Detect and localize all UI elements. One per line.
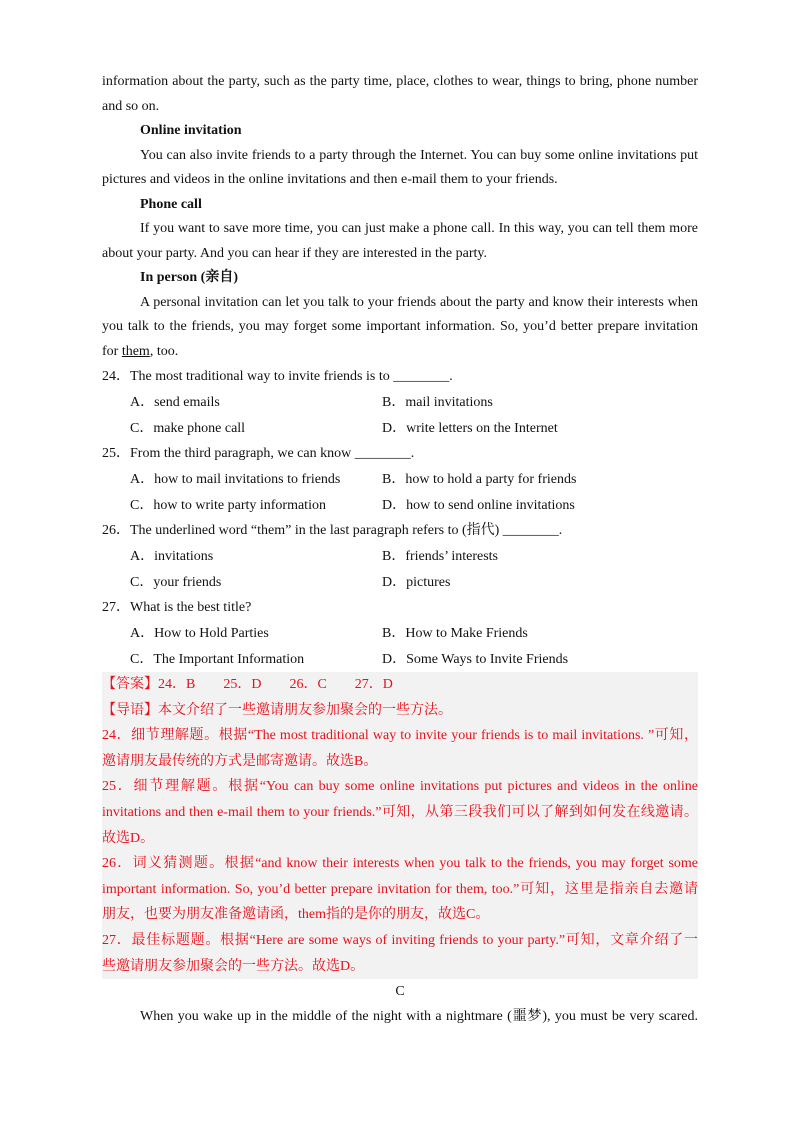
option-row — [102, 544, 698, 570]
answer-line: 朋友，也要为朋友准备邀请函，them指的是你的朋友，故选C。 — [102, 907, 490, 923]
option-c: C．The Important Information — [130, 651, 305, 667]
paragraph-line: When you wake up in the middle of the night with a nightmare (噩梦), you must be very scared. — [140, 1009, 698, 1025]
option-b: B．mail invitations — [382, 395, 493, 410]
section-label: C — [395, 984, 405, 1000]
section-heading-phone: Phone call — [140, 196, 202, 212]
answer-line: 25．细节理解题。根据“You can buy some online invitations put pictures and videos in the online — [102, 779, 698, 795]
option-row — [102, 570, 698, 596]
section-heading-online: Online invitation — [140, 123, 242, 138]
option-row — [102, 390, 698, 416]
option-b: B．how to hold a party for friends — [382, 472, 577, 487]
option-a: A．How to Hold Parties — [130, 626, 269, 641]
answer-line: 27．最佳标题题。根据“Here are some ways of inviting friends to your party.”可知，文章介绍了一 — [102, 932, 698, 948]
text-span: for — [102, 343, 122, 359]
answer-line: important information. So, you’d better prepare invitation for them, too.”可知，这里是指亲自去邀请 — [102, 881, 698, 897]
answer-key: 【答案】24．B 25．D 26．C 27．D — [102, 677, 393, 692]
option-c: C．make phone call — [130, 420, 246, 436]
option-row — [102, 493, 698, 519]
option-b: B．friends’ interests — [382, 549, 498, 564]
option-c: C．your friends — [130, 574, 222, 590]
option-d: D．pictures — [382, 574, 451, 590]
option-a: A．invitations — [130, 549, 214, 564]
answer-line: 些邀请朋友参加聚会的一些方法。故选D。 — [102, 958, 365, 974]
option-d: D．how to send online invitations — [382, 497, 575, 513]
answer-line: invitations and then e-mail them to your friends.”可知，从第三段我们可以了解到如何发在线邀请。 — [102, 804, 698, 820]
section-heading-person: In person (亲自) — [140, 270, 239, 285]
answer-line: 24．细节理解题。根据“The most traditional way to invite your friends is to mail invitations. ”可知， — [102, 728, 698, 744]
question-stem: 24．The most traditional way to invite friends is to ________. — [102, 369, 453, 384]
paragraph-line: information about the party, such as the party time, place, clothes to wear, things to bring, phone number — [102, 74, 698, 89]
option-row — [102, 416, 698, 442]
question-stem: 27．What is the best title? — [102, 600, 252, 615]
option-d: D．Some Ways to Invite Friends — [382, 651, 569, 667]
answer-line: 故选D。 — [102, 830, 155, 846]
paragraph-line: and so on. — [102, 98, 160, 114]
answer-line: 26．词义猜测题。根据“and know their interests when you talk to the friends, you may forget some — [102, 856, 698, 872]
document-page — [102, 70, 698, 1030]
paragraph-line: If you want to save more time, you can just make a phone call. In this way, you can tell them more — [140, 221, 698, 236]
option-row — [102, 467, 698, 493]
option-b: B．How to Make Friends — [382, 626, 528, 641]
answer-guide: 【导语】本文介绍了一些邀请朋友参加聚会的一些方法。 — [102, 702, 452, 718]
underlined-word: them — [121, 343, 150, 359]
option-d: D．write letters on the Internet — [382, 420, 558, 436]
option-row — [102, 647, 698, 673]
paragraph-line: about your party. And you can hear if they are interested in the party. — [102, 245, 487, 261]
text-span: , too. — [149, 343, 179, 359]
paragraph-line: You can also invite friends to a party through the Internet. You can buy some online invitations put — [140, 147, 698, 163]
question-stem: 26．The underlined word “them” in the last paragraph refers to (指代) ________. — [102, 523, 563, 538]
paragraph-line: pictures and videos in the online invitations and then e-mail them to your friends. — [102, 172, 558, 187]
question-stem: 25．From the third paragraph, we can know ________. — [102, 446, 415, 461]
option-a: A．how to mail invitations to friends — [130, 472, 341, 487]
paragraph-line: you talk to the friends, you may forget some important information. So, you’d better prepare invitation — [102, 319, 698, 334]
answer-line: 邀请朋友最传统的方式是邮寄邀请。故选B。 — [102, 753, 378, 769]
answer-block — [102, 672, 698, 979]
option-row — [102, 621, 698, 647]
paragraph-line: A personal invitation can let you talk to your friends about the party and know their interests when — [140, 294, 698, 310]
option-a: A．send emails — [130, 395, 220, 410]
option-c: C．how to write party information — [130, 497, 326, 513]
paragraph-line — [102, 340, 698, 365]
